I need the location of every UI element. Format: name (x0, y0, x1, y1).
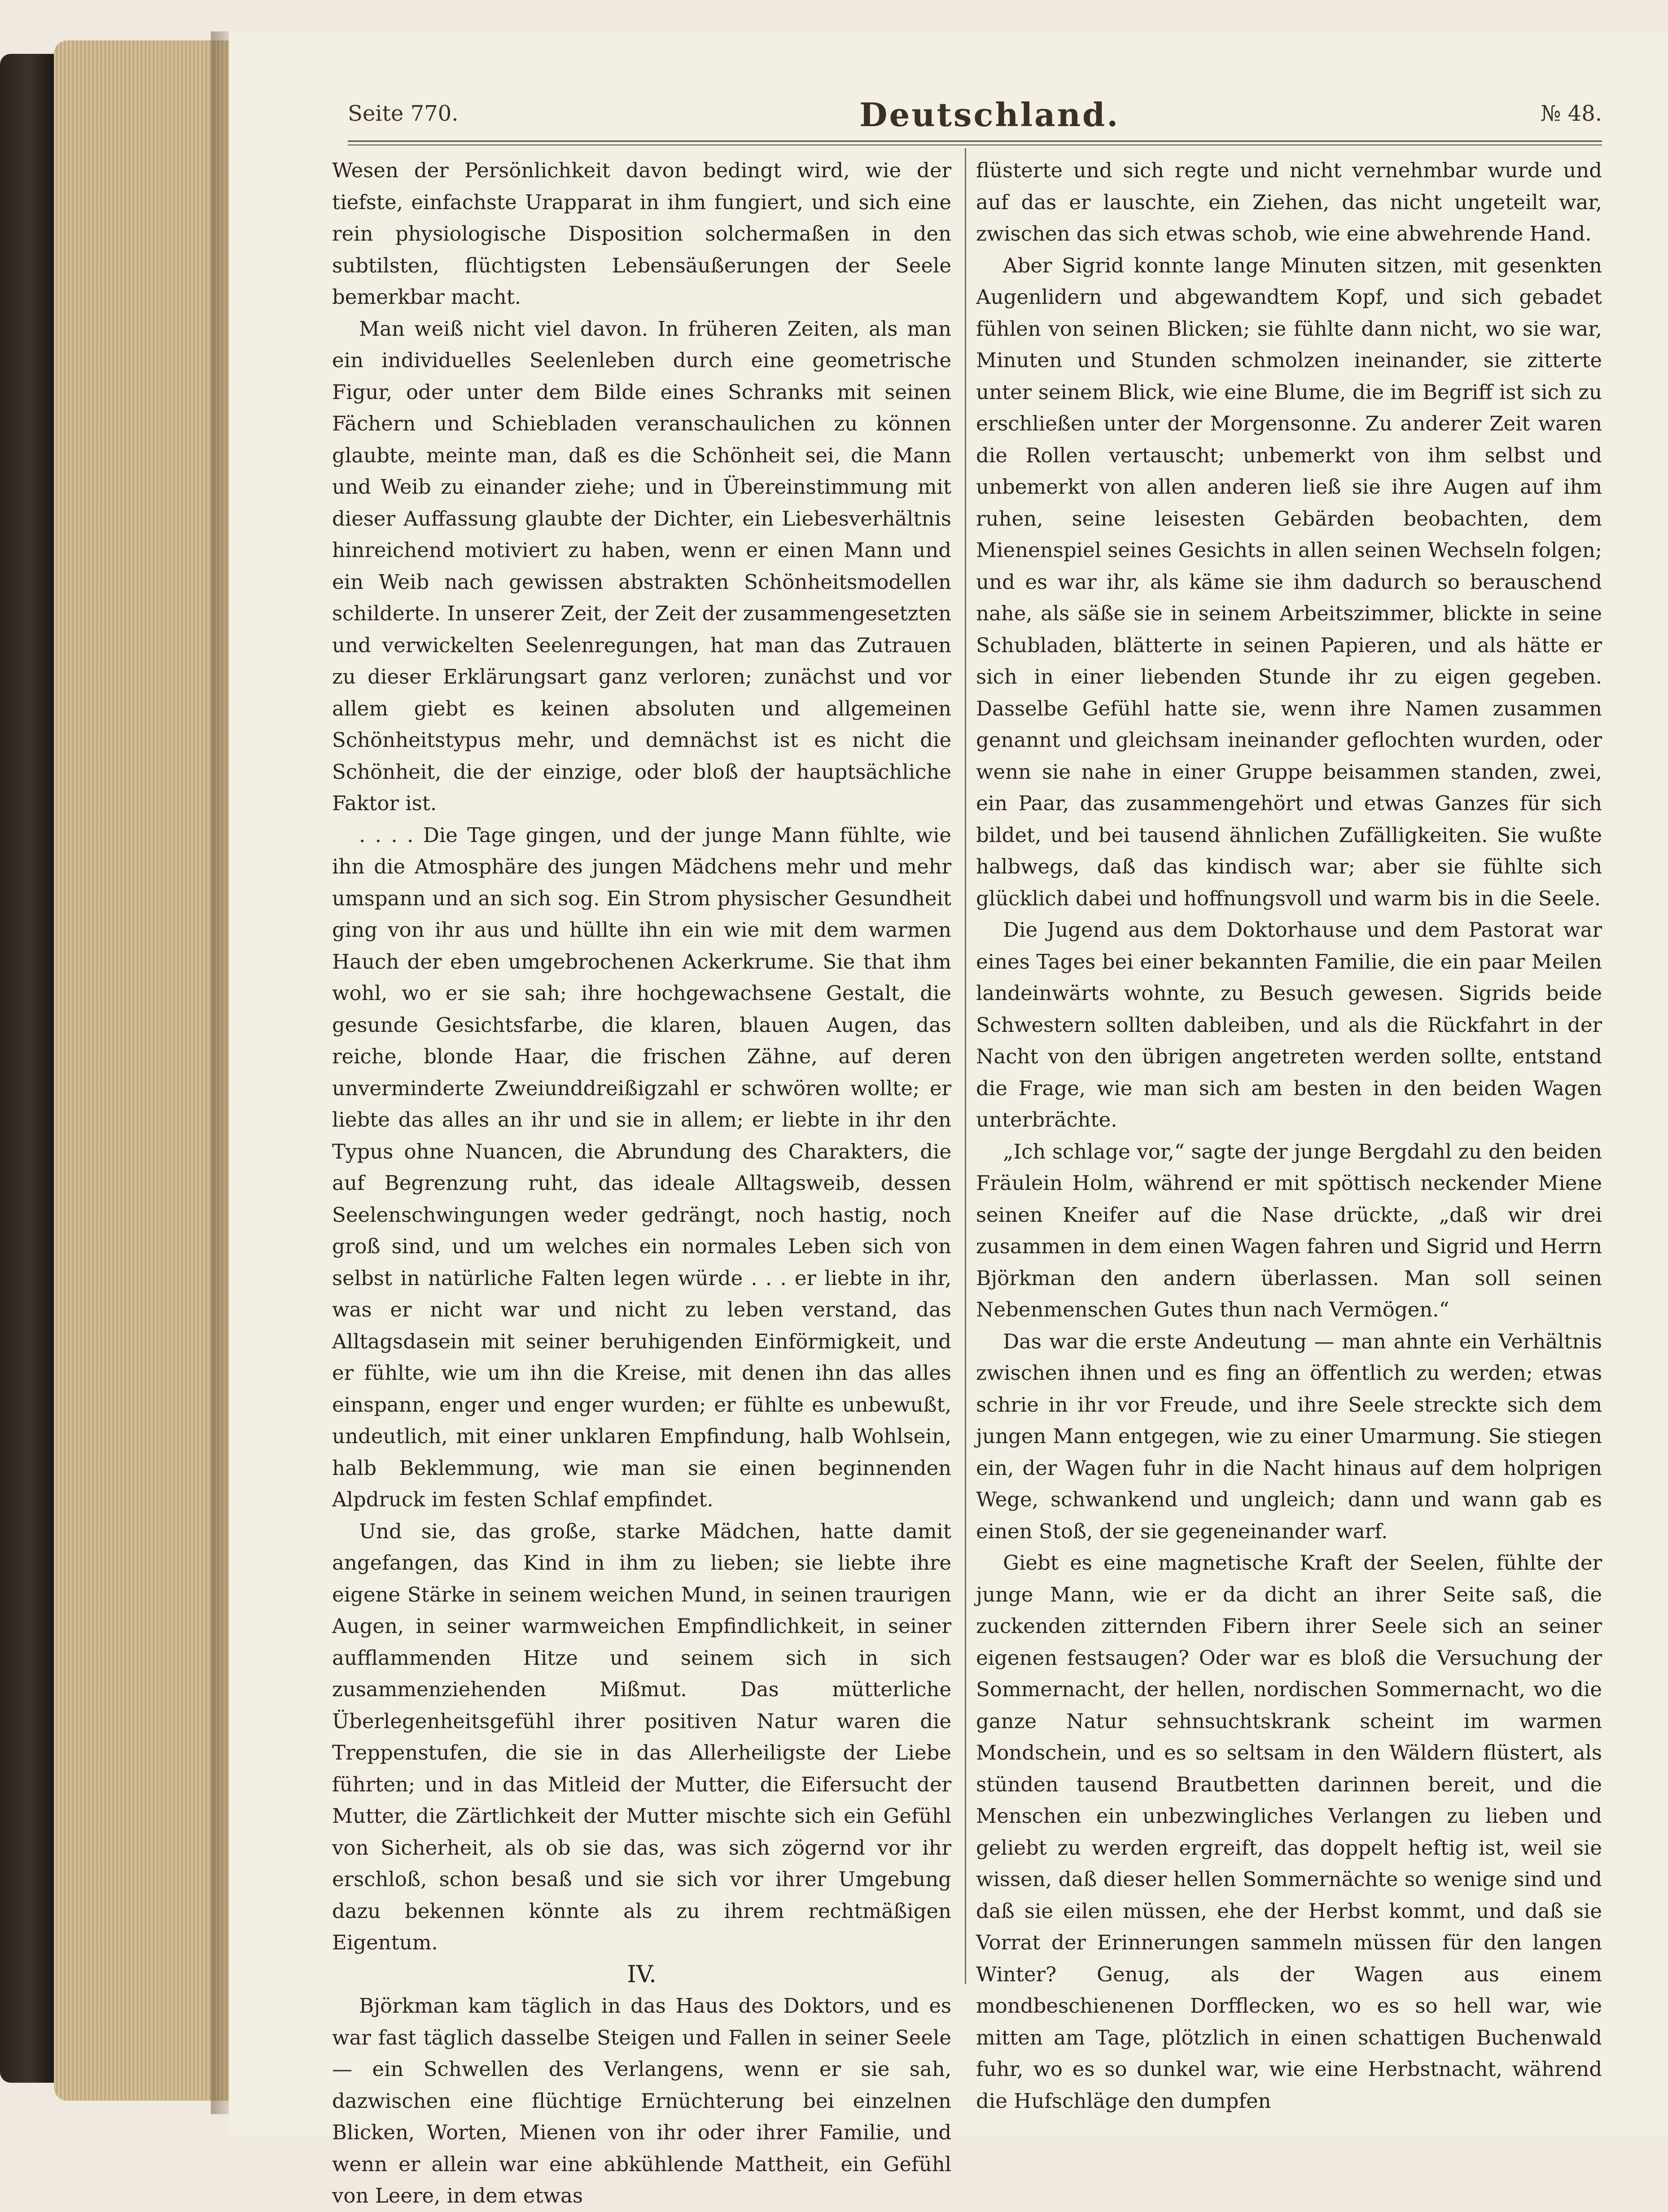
right-column (976, 155, 1602, 2117)
paragraph: . . . . Die Tage gingen, und der junge Mann fühlte, wie ihn die Atmosphäre des jungen Mädchens mehr und mehr umspann und an sich sog. Ein Strom physischer Gesundheit ging von ihr aus und hüllte ihn ein wie mit dem warmen Hauch der eben umgebrochenen Ackerkrume. Sie that ihm wohl, wo er sie sah; ihre hochgewachsene Gestalt, die gesunde Gesichtsfarbe, die klaren, blauen Augen, das reiche, blonde Haar, die frischen Zähne, auf deren unverminderte Zweiunddreißigzahl er schwören wollte; er liebte das alles an ihr und sie in allem; er liebte in ihr den Typus ohne Nuancen, die Abrundung des Charakters, die auf Begrenzung ruht, das ideale Alltagsweib, dessen Seelenschwingungen weder gedrängt, noch hastig, noch groß sind, und um welches ein normales Leben sich von selbst in natürliche Falten legen würde . . . er liebte in ihr, was er nicht war und nicht zu leben verstand, das Alltagsdasein mit seiner beruhigenden Einförmigkeit, und er fühlte, wie um ihn die Kreise, mit denen ihn das alles einspann, enger und enger wurden; er fühlte es unbewußt, undeutlich, mit einer unklaren Empfindung, halb Wohlsein, halb Beklemmung, wie man sie einen beginnenden Alpdruck im festen Schlaf empfindet. (332, 823, 951, 1511)
paragraph: Björkman kam täglich in das Haus des Doktors, und es war fast täglich dasselbe Steigen und Fallen in seiner Seele — ein Schwellen des Verlangens, wenn er sie sah, dazwischen eine flüchtige Ernüchterung bei einzelnen Blicken, Worten, Mienen von ihr oder ihrer Familie, und wenn er allein war eine abkühlende Mattheit, ein Gefühl von Leere, in dem etwas (332, 1994, 951, 2208)
book-binding (0, 54, 54, 2083)
running-header (348, 96, 1602, 155)
paragraph: „Ich schlage vor,“ sagte der junge Bergdahl zu den beiden Fräulein Holm, während er mit spöttisch neckender Miene seinen Kneifer auf die Nase drückte, „daß wir drei zusammen in dem einen Wagen fahren und Sigrid und Herrn Björkman den andern überlassen. Man soll seinen Nebenmenschen Gutes thun nach Vermögen.“ (976, 1139, 1602, 1321)
paragraph: Giebt es eine magnetische Kraft der Seelen, fühlte der junge Mann, wie er da dicht an ihrer Seite saß, die zuckenden zitternden Fibern ihrer Seele sich an seiner eigenen festsaugen? Oder war es bloß die Versuchung der Sommernacht, der hellen, nordischen Sommernacht, wo die ganze Natur sehnsuchtskrank scheint im warmen Mondschein, und es so seltsam in den Wäldern flüstert, als stünden tausend Brautbetten darinnen bereit, und die Menschen ein unbezwingliches Verlangen zu lieben und geliebt zu werden ergreift, das doppelt heftig ist, weil sie wissen, daß dieser hellen Sommernächte so wenige sind und daß sie eilen müssen, ehe der Herbst kommt, und daß sie Vorrat der Erinnerungen sammeln müssen für den langen Winter? Genug, als der Wagen aus einem mondbeschienenen Dorfflecken, wo es so hell war, wie mitten am Tage, plötzlich in einen schattigen Buchenwald fuhr, wo es so dunkel war, wie eine Herbstnacht, während die Hufschläge den dumpfen (976, 1551, 1602, 2113)
header-rule (348, 140, 1602, 142)
paragraph: Aber Sigrid konnte lange Minuten sitzen, mit gesenkten Augenlidern und abgewandtem Kopf, und sich gebadet fühlen von seinen Blicken; sie fühlte dann nicht, wo sie war, Minuten und Stunden schmolzen ineinander, sie zitterte unter seinem Blick, wie eine Blume, die im Begriff ist sich zu erschließen unter der Morgensonne. Zu anderer Zeit waren die Rollen vertauscht; unbemerkt von ihm selbst und unbemerkt von allen anderen ließ sie ihre Augen auf ihm ruhen, seine leisesten Gebärden beobachten, dem Mienenspiel seines Gesichts in allen seinen Wechseln folgen; und es war ihr, als käme sie ihm dadurch so berauschend nahe, als säße sie in seinem Arbeitszimmer, blickte in seine Schubladen, blätterte in seinen Papieren, und als hätte er sich in einer liebenden Stunde ihr zu eigen gegeben. Dasselbe Gefühl hatte sie, wenn ihre Namen zusammen genannt und gleichsam ineinander geflochten wurden, oder wenn sie nahe in einer Gruppe beisammen standen, zwei, ein Paar, das zusammengehört und etwas Ganzes für sich bildet, und bei tausend ähnlichen Zufälligkeiten. Sie wußte halbwegs, daß das kindisch war; aber sie fühlte sich glücklich dabei und hoffnungsvoll und warm bis in die Seele. (976, 253, 1602, 910)
section-heading: IV. (627, 1961, 657, 1988)
paragraph: Die Jugend aus dem Doktorhause und dem Pastorat war eines Tages bei einer bekannten Familie, die ein paar Meilen landeinwärts wohnte, zu Besuch gewesen. Sigrids beide Schwestern sollten dableiben, und als die Rückfahrt in der Nacht von den übrigen angetreten werden sollte, entstand die Frage, wie man sich am besten in den beiden Wagen unterbrächte. (976, 918, 1602, 1132)
paragraph: Wesen der Persönlichkeit davon bedingt wird, wie der tiefste, einfachste Urapparat in ihm fungiert, und sich eine rein physiologische Disposition solchermaßen in den subtilsten, flüchtigsten Lebensäußerungen der Seele bemerkbar macht. (332, 158, 951, 309)
paragraph: Das war die erste Andeutung — man ahnte ein Verhältnis zwischen ihnen und es fing an öffentlich zu werden; etwas schrie in ihr vor Freude, und ihre Seele streckte sich dem jungen Mann entgegen, wie zu einer Umarmung. Sie stiegen ein, der Wagen fuhr in die Nacht hinaus auf dem holprigen Wege, schwankend und ungleich; dann und wann gab es einen Stoß, der sie gegeneinander warf. (976, 1329, 1602, 1543)
paragraph: Man weiß nicht viel davon. In früheren Zeiten, als man ein individuelles Seelenleben durch eine geometrische Figur, oder unter dem Bilde eines Schranks mit seinen Fächern und Schiebladen veranschaulichen zu können glaubte, meinte man, daß es die Schönheit sei, die Mann und Weib zu einander ziehe; und in Übereinstimmung mit dieser Auffassung glaubte der Dichter, ein Liebesverhältnis hinreichend motiviert zu haben, wenn er einen Mann und ein Weib nach gewissen abstrakten Schönheitsmodellen schilderte. In unserer Zeit, der Zeit der zusammengesetzten und verwickelten Seelenregungen, hat man das Zutrauen zu dieser Erklärungsart ganz verloren; zunächst und vor allem giebt es keinen absoluten und allgemeinen Schönheitstypus mehr, und demnächst ist es nicht die Schönheit, die der einzige, oder bloß der hauptsächliche Faktor ist. (332, 316, 951, 815)
issue-number: № 48. (1540, 101, 1602, 126)
left-column (332, 155, 951, 2212)
masthead-title: Deutschland. (859, 96, 1120, 134)
column-divider (965, 148, 966, 1984)
page-number: Seite 770. (348, 101, 459, 126)
paragraph: flüsterte und sich regte und nicht vernehmbar wurde und auf das er lauschte, ein Ziehen, das nicht ungeteilt war, zwischen das sich etwas schob, wie eine abwehrende Hand. (976, 158, 1602, 246)
paragraph: Und sie, das große, starke Mädchen, hatte damit angefangen, das Kind in ihm zu lieben; sie liebte ihre eigene Stärke in seinem weichen Mund, in seinen traurigen Augen, in seiner warmweichen Empfindlichkeit, in seiner aufflammenden Hitze und seinem sich in sich zusammenziehenden Mißmut. Das mütterliche Überlegenheitsgefühl ihrer positiven Natur waren die Treppenstufen, die sie in das Allerheiligste der Liebe führten; und in das Mitleid der Mutter, die Eifersucht der Mutter, die Zärtlichkeit der Mutter mischte sich ein Gefühl von Sicherheit, als ob sie das, was sich zögernd vor ihr erschloß, schon besaß und sie sich vor ihrer Umgebung dazu bekennen könnte als zu ihrem rechtmäßigen Eigentum. (332, 1519, 951, 1954)
page-edges (54, 40, 233, 2101)
